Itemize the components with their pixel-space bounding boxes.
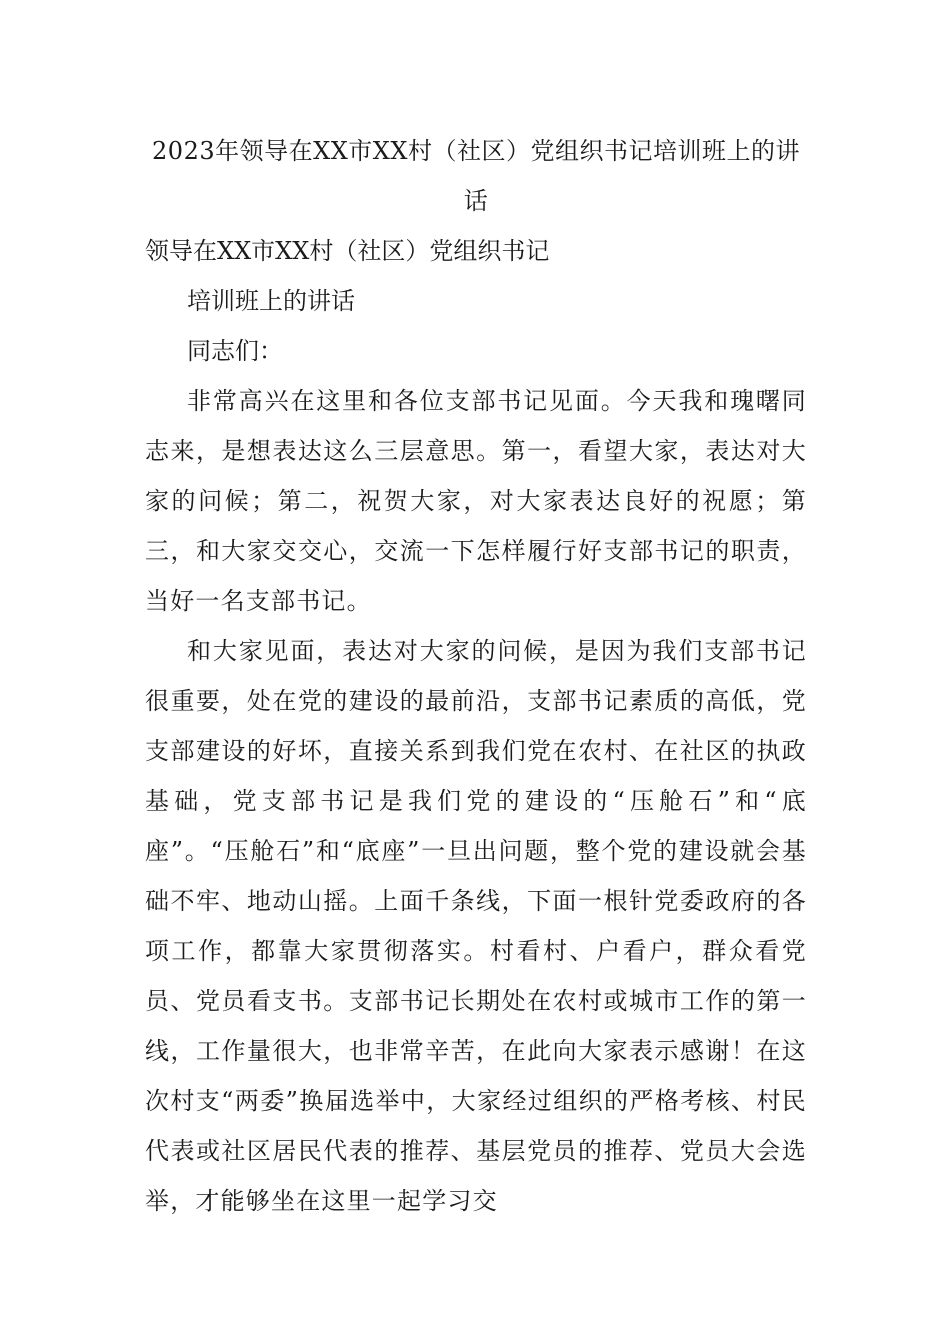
salutation: 同志们： — [187, 337, 283, 365]
document-subtitle-line2: 培训班上的讲话 — [187, 287, 355, 315]
paragraph-2: 和大家见面，表达对大家的问候，是因为我们支部书记很重要，处在党的建设的最前沿，支部书记素质的高低，党支部建设的好坏，直接关系到我们党在农村、在社区的执政基础，党支部书记是我们党的建设的“压舱石”和“底座”。“压舱石”和“底座”一旦出问题，整个党的建设就会基础不牢、地动山摇。上面千条线，下面一根针党委政府的各项工作，都靠大家贯彻落实。村看村、户看户，群众看党员、党员看支书。支部书记长期处在农村或城市工作的第一线，工作量很大，也非常辛苦，在此向大家表示感谢！在这次村支“两委”换届选举中，大家经过组织的严格考核、村民代表或社区居民代表的推荐、基层党员的推荐、党员大会选举，才能够坐在这里一起学习交 — [145, 637, 807, 1215]
document-subtitle-line1: 领导在XX市XX村（社区）党组织书记 — [145, 237, 550, 265]
paragraph-1: 非常高兴在这里和各位支部书记见面。今天我和瑰曙同志来，是想表达这么三层意思。第一，看望大家，表达对大家的问候；第二，祝贺大家，对大家表达良好的祝愿；第三，和大家交交心，交流一下怎样履行好支部书记的职责，当好一名支部书记。 — [145, 387, 807, 615]
document-title: 2023年领导在XX市XX村（社区）党组织书记培训班上的讲话 — [152, 137, 800, 215]
document-page — [145, 126, 807, 1226]
